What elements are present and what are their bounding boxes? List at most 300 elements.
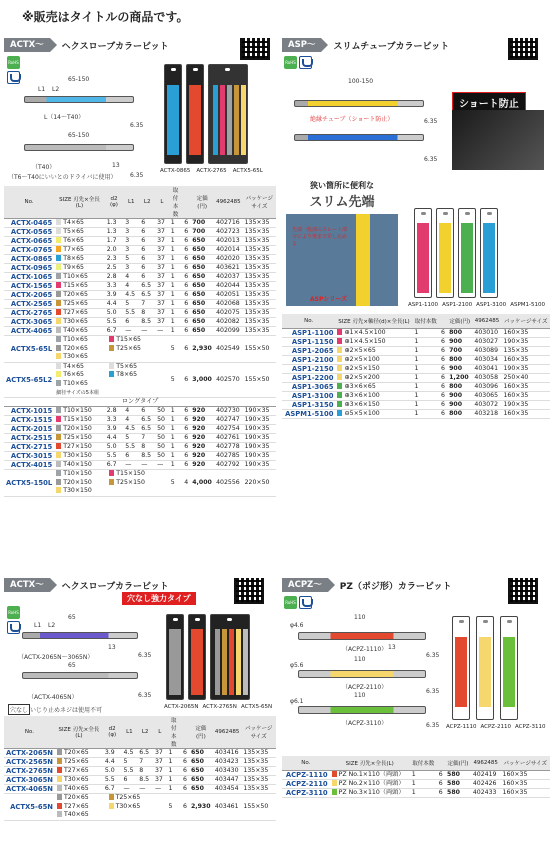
size-text: ⊕3×6×100 — [344, 391, 380, 399]
cell-l1: 4 — [123, 282, 139, 291]
set-code: 402570 — [214, 362, 243, 397]
color-swatch — [109, 470, 114, 476]
cell-no: ASP1-2100 — [282, 355, 335, 364]
cell-l2: 6.5 — [139, 416, 155, 425]
table-row — [4, 264, 276, 273]
cell-d2: 2.0 — [105, 246, 124, 255]
cell-count: 1 — [166, 785, 181, 794]
cell-box: 6 — [183, 767, 187, 774]
set-item-label: T25×65 — [115, 794, 141, 801]
cell-no: ACTX-2765 — [4, 309, 54, 318]
color-swatch — [337, 383, 342, 389]
cell-size — [55, 785, 103, 794]
cell-jan: 402754 — [214, 425, 243, 434]
col-count: 取付本数 — [169, 186, 183, 219]
cell-box: 6 — [184, 407, 189, 415]
cell-d2: 3.9 — [105, 425, 124, 434]
dim-length-3: 110 — [354, 692, 366, 699]
cell-package: 190×35 — [243, 452, 276, 461]
cell-l1: 5.5 — [122, 767, 138, 776]
col-box — [181, 716, 189, 749]
cell-l2: 6 — [139, 237, 155, 246]
set-item-label: T40×65 — [64, 811, 89, 819]
cell-l2: 6.5 — [139, 291, 155, 300]
cell-package: 135×35 — [502, 346, 551, 355]
color-swatch — [332, 789, 337, 795]
col-box — [437, 756, 445, 770]
cell-d2: 3.3 — [105, 416, 124, 425]
dim-diameter-1: 6.35 — [138, 652, 152, 659]
cell-box: 6 — [184, 434, 189, 442]
table-row — [4, 452, 276, 461]
col-package: パッケージサイズ — [502, 314, 551, 328]
bit-illustration-2 — [24, 144, 134, 151]
cell-l1: — — [123, 461, 139, 470]
set-item-label: T30×65 — [63, 353, 88, 361]
size-text: T27×65 — [64, 767, 89, 774]
dim-phi-2: φ5.6 — [290, 662, 304, 669]
cell-size — [54, 255, 104, 264]
cell-box: 6 — [184, 255, 189, 262]
color-swatch — [109, 479, 114, 485]
color-swatch — [337, 347, 342, 353]
cell-no: ACTX-0865 — [4, 255, 54, 264]
dim-l2: L2 — [52, 86, 60, 93]
cell-count: 1 — [169, 219, 183, 228]
color-swatch — [56, 452, 61, 458]
cell-count: 1 — [169, 407, 183, 416]
cell-price: 920 — [190, 461, 214, 470]
cell-jan: 402014 — [214, 246, 243, 255]
cell-price: 800 — [447, 409, 472, 418]
set-items — [54, 470, 169, 497]
cell-no: ACTX-4015 — [4, 461, 54, 470]
size-text: PZ No.1×110（両頭） — [338, 770, 405, 778]
cell-box: 6 — [439, 409, 447, 418]
cell-d2: 2.5 — [105, 264, 124, 273]
cell-no: ACTX-2565N — [6, 758, 53, 766]
set-item — [56, 470, 109, 479]
cell-l2: 6.5 — [139, 425, 155, 434]
package-caption: ASP1-2100 — [442, 302, 473, 308]
col-price: 定価(円) — [445, 756, 471, 770]
color-swatch — [337, 356, 342, 362]
rohs-icon: RoHS — [284, 596, 297, 609]
set-item-label: T27×65 — [64, 802, 89, 810]
color-swatch — [109, 803, 114, 809]
actx-rows — [4, 219, 276, 497]
cell-price: 650 — [189, 785, 213, 794]
hole-label: 穴なし — [8, 704, 30, 715]
col-count: 取付本数 — [166, 716, 181, 749]
acpz-packages — [452, 616, 518, 720]
dim-length: 100-150 — [348, 78, 374, 85]
cell-size — [54, 452, 104, 461]
cell-l2: — — [139, 327, 155, 336]
col-jan: 4962485 — [472, 314, 501, 328]
cell-no: ACTX-2065N — [6, 749, 53, 757]
cell-jan: 402082 — [214, 318, 243, 327]
qr-code-icon — [240, 38, 270, 60]
color-swatch — [56, 470, 61, 476]
cell-box: 6 — [184, 452, 189, 460]
set-item-label: T10×65 — [63, 379, 88, 387]
cell-l1: 4 — [123, 407, 139, 416]
col-size: SIZE 刃先×軸径(d)×全長(L) — [335, 314, 412, 328]
dim-13: 13 — [112, 162, 120, 169]
short-protection-label: ショート防止 — [452, 92, 526, 113]
callout-note: 先端一般部のスレート部分により奥まで差し込める — [292, 227, 348, 247]
cell-package: 135×35 — [243, 318, 276, 327]
package-caption: ACTX5-65N — [240, 704, 273, 710]
cell-l1: 4.5 — [123, 425, 139, 434]
cell-l: 37 — [155, 264, 169, 273]
cell-package: 160×35 — [502, 391, 551, 400]
size-text: ⊕1×4.5×100 — [344, 328, 386, 336]
cell-l: 37 — [155, 318, 169, 327]
color-swatch — [57, 811, 62, 817]
col-l2: L2 — [137, 716, 153, 749]
cell-count: 1 — [166, 776, 181, 785]
cell-jan: 402778 — [214, 443, 243, 452]
cell-l: — — [155, 461, 169, 470]
cell-price: 700 — [190, 228, 214, 237]
actx-spec-table — [4, 186, 276, 497]
cell-no: ACTX-4065 — [4, 327, 54, 336]
cell-l1: 3 — [123, 246, 139, 255]
cell-l1: 3 — [123, 219, 139, 228]
cell-box: 6 — [183, 776, 187, 783]
set-pack: 6 — [181, 794, 189, 821]
bit-illustration-yellow — [298, 670, 426, 678]
cell-jan: 402730 — [214, 407, 243, 416]
set-item — [109, 479, 162, 488]
cell-count: 1 — [166, 749, 181, 758]
cell-jan: 402723 — [214, 228, 243, 237]
size-text: ⊖5×5×100 — [344, 409, 380, 417]
col-size: SIZE 刃先×全長(L) — [54, 186, 104, 219]
cell-no: ACPZ-2110 — [282, 779, 330, 788]
cell-package: 135×35 — [243, 273, 276, 282]
size-text: T27×65 — [63, 309, 88, 316]
cell-d2: 5.5 — [105, 318, 124, 327]
package-caption: ACPZ-1110 — [446, 724, 477, 730]
cell-price: 900 — [447, 400, 472, 409]
qr-code-icon — [234, 578, 264, 604]
cell-package: 190×35 — [243, 425, 276, 434]
actx-title: ヘクスローブカラービット — [61, 41, 169, 52]
cell-package: 190×35 — [502, 400, 551, 409]
cell-jan: 402433 — [471, 788, 501, 797]
cell-size — [54, 228, 104, 237]
set-item-label: T10×65 — [63, 336, 88, 343]
acpz-drawing — [288, 612, 438, 732]
cell-price: 650 — [190, 264, 214, 273]
actx2-rows — [4, 749, 276, 821]
cell-d2: 4.4 — [103, 758, 122, 767]
cell-size — [54, 300, 104, 309]
table-row — [4, 300, 276, 309]
cell-jan: 403058 — [472, 373, 501, 382]
long-type-label: ロングタイプ — [4, 398, 276, 407]
cell-jan: 402761 — [214, 434, 243, 443]
cell-l2: 6.5 — [137, 749, 153, 758]
cell-d2: 6.7 — [103, 785, 122, 794]
cell-price: 900 — [447, 337, 472, 346]
size-text: T30×65 — [64, 776, 89, 783]
cell-price: 650 — [190, 300, 214, 309]
cell-jan: 403218 — [472, 409, 501, 418]
cell-price: 920 — [190, 434, 214, 443]
size-text: T8×65 — [63, 255, 84, 262]
set-item — [109, 363, 162, 372]
cell-l2: 6 — [139, 255, 155, 264]
strong-type-label: 穴なし強力タイプ — [122, 592, 196, 605]
color-swatch — [56, 318, 61, 324]
cell-package: 160×35 — [502, 328, 551, 337]
color-swatch — [56, 273, 61, 279]
table-row — [4, 309, 276, 318]
cell-jan: 403065 — [472, 391, 501, 400]
cell-count: 1 — [169, 309, 183, 318]
actx2-panel — [4, 578, 276, 856]
table-row — [4, 416, 276, 425]
package-image — [186, 64, 204, 164]
cell-size — [54, 264, 104, 273]
cell-no: ACTX-3015 — [4, 452, 54, 461]
col-l: L — [153, 716, 167, 749]
cell-size — [330, 779, 410, 788]
cell-package: 135×35 — [241, 749, 276, 758]
actx2-drawing — [8, 612, 158, 712]
cell-no: ASPM1-5100 — [282, 409, 335, 418]
col-l1: L1 — [123, 186, 139, 219]
cell-l: 50 — [155, 407, 169, 416]
color-swatch — [56, 487, 61, 493]
cell-package: 135×35 — [241, 758, 276, 767]
section-label-row — [4, 398, 276, 407]
cell-count: 1 — [169, 461, 183, 470]
color-swatch — [56, 443, 61, 449]
cell-price: 1,200 — [447, 373, 472, 382]
table-row — [4, 776, 276, 785]
cell-size — [330, 788, 410, 797]
cell-package: 135×35 — [243, 327, 276, 336]
table-row — [4, 273, 276, 282]
set-code: 403461 — [213, 794, 242, 821]
cell-count: 1 — [169, 282, 183, 291]
col-price: 定価(円) — [190, 186, 214, 219]
cell-l1: 5.5 — [123, 443, 139, 452]
cell-jan: 403447 — [213, 776, 242, 785]
cell-l: 37 — [155, 309, 169, 318]
cell-price: 800 — [447, 355, 472, 364]
cell-count: 1 — [169, 300, 183, 309]
rohs-icon: RoHS — [7, 606, 20, 619]
cell-box: 6 — [184, 219, 189, 226]
set-item — [57, 803, 109, 812]
cell-package: 160×35 — [501, 770, 550, 779]
cell-jan: 403430 — [213, 767, 242, 776]
cell-price: 650 — [189, 749, 213, 758]
cell-count: 1 — [412, 337, 439, 346]
cell-package: 135×35 — [243, 291, 276, 300]
cell-package: 160×35 — [502, 409, 551, 418]
table-row — [282, 373, 550, 382]
asp-rows — [282, 328, 550, 418]
cell-no: ACTX-1065 — [4, 273, 54, 282]
dim-l1: L1 — [34, 622, 42, 629]
size-text: ⊕2×5×100 — [344, 355, 380, 363]
cell-size — [54, 318, 104, 327]
package-image — [500, 616, 518, 720]
cell-box: 6 — [184, 291, 189, 298]
col-l: L — [155, 186, 169, 219]
table-header — [282, 314, 550, 328]
cell-price: 920 — [190, 416, 214, 425]
asp-spec-table — [282, 314, 550, 419]
cell-box: 6 — [439, 346, 447, 355]
cell-l1: 5 — [123, 434, 139, 443]
col-count: 取付本数 — [410, 756, 437, 770]
dim-l2: L2 — [48, 622, 56, 629]
cell-l2: 8 — [139, 309, 155, 318]
set-item-label: T4×65 — [63, 362, 84, 370]
table-row — [4, 228, 276, 237]
color-swatch — [337, 365, 342, 371]
cell-no: ACTX-2765N — [6, 767, 53, 775]
cell-size — [330, 770, 410, 779]
cell-d2: 3.3 — [105, 282, 124, 291]
cell-package: 160×35 — [501, 779, 550, 788]
package-caption: ACTX5-65L — [232, 168, 263, 174]
cell-package: 135×35 — [241, 767, 276, 776]
cell-d2: 2.3 — [105, 255, 124, 264]
cell-no: ASP1-3065 — [282, 382, 335, 391]
cell-package: 190×35 — [243, 407, 276, 416]
cell-price: 650 — [190, 282, 214, 291]
size-text: T25×65 — [63, 300, 88, 307]
cell-no: ACTX-2065 — [4, 291, 54, 300]
cell-jan: 402020 — [214, 255, 243, 264]
cell-d2: 2.8 — [105, 407, 124, 416]
cell-count: 1 — [169, 273, 183, 282]
col-jan: 4962485 — [213, 716, 242, 749]
package-caption: ACTX-2765 — [196, 168, 227, 174]
color-swatch — [337, 329, 342, 335]
set-item — [56, 353, 109, 362]
cell-jan: 403416 — [213, 749, 242, 758]
cell-d2: 1.3 — [105, 228, 124, 237]
color-swatch — [56, 461, 61, 467]
cell-l: — — [155, 327, 169, 336]
cell-box: 6 — [184, 237, 189, 244]
color-swatch — [56, 425, 61, 431]
cell-l2: 7 — [137, 758, 153, 767]
cell-l: 37 — [155, 228, 169, 237]
size-text: ⊕3×6×65 — [344, 382, 376, 390]
size-text: ⊕1×4.5×150 — [344, 337, 386, 345]
size-text: PZ No.2×110（両頭） — [338, 779, 405, 787]
package-image — [476, 616, 494, 720]
cell-box: 6 — [439, 337, 447, 346]
cell-d2: 3.9 — [103, 749, 122, 758]
cell-box: 6 — [184, 264, 189, 271]
cell-l1: 4 — [123, 273, 139, 282]
cell-l1: 3 — [123, 264, 139, 273]
set-item — [109, 803, 161, 812]
cell-count: 1 — [169, 425, 183, 434]
size-text: T40×65 — [64, 785, 89, 792]
table-row — [4, 785, 276, 794]
table-row — [282, 328, 550, 337]
cell-price: 580 — [445, 779, 471, 788]
cell-d2: 6.7 — [105, 461, 124, 470]
color-swatch — [56, 228, 61, 234]
cell-no: ASP1-3150 — [282, 400, 335, 409]
cell-size — [55, 758, 103, 767]
cell-size — [335, 355, 412, 364]
cell-l1: 5.5 — [123, 309, 139, 318]
cell-size — [54, 237, 104, 246]
dim-diameter-1: 6.35 — [426, 652, 440, 659]
cell-count: 1 — [166, 767, 181, 776]
col-price: 定価(円) — [189, 716, 213, 749]
color-swatch — [56, 353, 61, 359]
cell-jan: 402747 — [214, 416, 243, 425]
cell-box: 6 — [183, 749, 187, 756]
cell-l2: 6 — [139, 228, 155, 237]
bit-illustration-2 — [22, 672, 138, 679]
cell-jan: 403089 — [472, 346, 501, 355]
set-item — [56, 345, 109, 354]
table-row — [4, 767, 276, 776]
table-row — [282, 770, 550, 779]
notice: ※販売はタイトルの商品です。 — [22, 10, 189, 24]
cell-d2: 6.7 — [105, 327, 124, 336]
col-box — [439, 314, 447, 328]
cell-no: ACPZ-1110 — [282, 770, 330, 779]
cell-package: 135×35 — [243, 255, 276, 264]
cell-no: ASP1-3100 — [282, 391, 335, 400]
color-swatch — [56, 264, 61, 270]
color-swatch — [109, 345, 114, 351]
cell-box: 6 — [183, 758, 187, 765]
cell-box: 6 — [184, 443, 189, 451]
cell-jan: 402075 — [214, 309, 243, 318]
cell-price: 580 — [445, 788, 471, 797]
color-swatch — [56, 219, 61, 225]
set-item — [56, 371, 109, 380]
cell-l2: 6 — [139, 219, 155, 228]
table-row — [282, 400, 550, 409]
set-item-label: T15×65 — [116, 336, 141, 343]
dim-phi-3: φ6.1 — [290, 698, 304, 705]
cell-l2: 7 — [139, 300, 155, 309]
cell-jan: 402792 — [214, 461, 243, 470]
set-item — [57, 811, 109, 820]
cell-price: 650 — [189, 776, 213, 785]
acpz-package-captions — [446, 724, 545, 730]
cell-no: ACTX-2565 — [4, 300, 54, 309]
cell-package: 135×35 — [243, 228, 276, 237]
size-text: PZ No.3×110（両頭） — [338, 788, 405, 796]
cell-no: ACTX-2015 — [4, 425, 54, 434]
cell-count: 1 — [412, 400, 439, 409]
cell-jan: 403072 — [472, 400, 501, 409]
cell-size — [54, 219, 104, 228]
table-row — [4, 282, 276, 291]
